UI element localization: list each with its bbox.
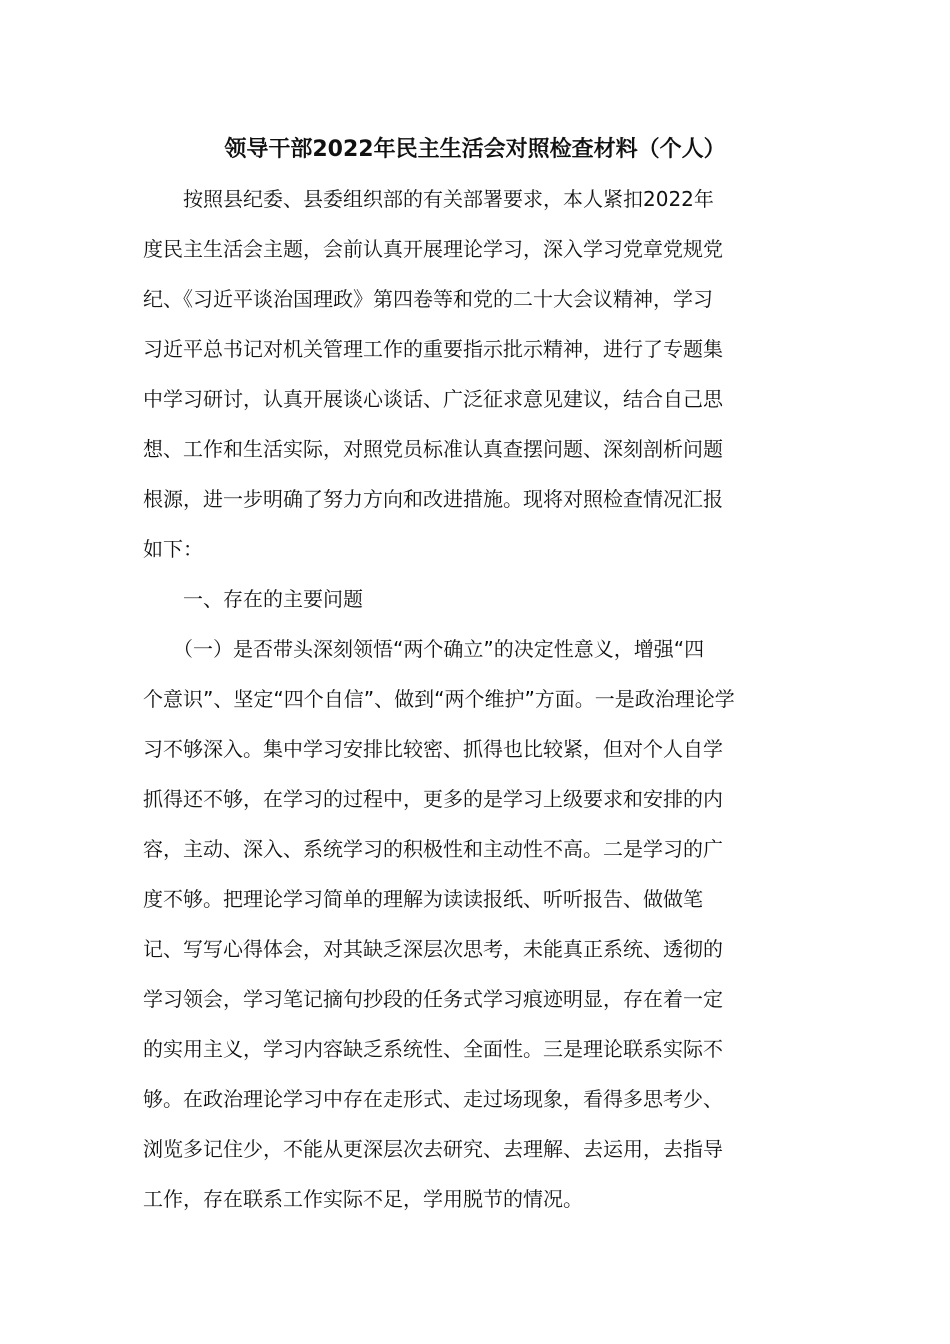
body-line: 习不够深入。集中学习安排比较密、抓得也比较紧，但对个人自学 [143, 737, 723, 761]
section-heading: 一、存在的主要问题 [143, 587, 363, 611]
body-line: （一）是否带头深刻领悟“两个确立”的决定性意义，增强“四 [143, 637, 705, 661]
body-line: 够。在政治理论学习中存在走形式、走过场现象，看得多思考少、 [143, 1087, 723, 1111]
body-line: 容，主动、深入、系统学习的积极性和主动性不高。二是学习的广 [143, 837, 723, 861]
body-line: 想、工作和生活实际，对照党员标准认真查摆问题、深刻剖析问题 [143, 437, 723, 461]
document-title: 领导干部2022年民主生活会对照检查材料（个人） [224, 137, 726, 162]
body-line: 抓得还不够，在学习的过程中，更多的是学习上级要求和安排的内 [143, 787, 723, 811]
body-line: 记、写写心得体会，对其缺乏深层次思考，未能真正系统、透彻的 [143, 937, 723, 961]
body-line: 学习领会，学习笔记摘句抄段的任务式学习痕迹明显，存在着一定 [143, 987, 723, 1011]
body-line: 按照县纪委、县委组织部的有关部署要求，本人紧扣2022年 [143, 187, 714, 211]
body-line: 度民主生活会主题，会前认真开展理论学习，深入学习党章党规党 [143, 237, 723, 261]
body-line: 如下： [143, 537, 203, 561]
body-line: 度不够。把理论学习简单的理解为读读报纸、听听报告、做做笔 [143, 887, 703, 911]
body-line: 工作，存在联系工作实际不足，学用脱节的情况。 [143, 1187, 583, 1211]
body-line: 中学习研讨，认真开展谈心谈话、广泛征求意见建议，结合自己思 [143, 387, 723, 411]
body-line: 个意识”、坚定“四个自信”、做到“两个维护”方面。一是政治理论学 [143, 687, 735, 711]
document-body [143, 174, 813, 1224]
body-line: 根源，进一步明确了努力方向和改进措施。现将对照检查情况汇报 [143, 487, 723, 511]
body-line: 浏览多记住少，不能从更深层次去研究、去理解、去运用，去指导 [143, 1137, 723, 1161]
body-line: 习近平总书记对机关管理工作的重要指示批示精神，进行了专题集 [143, 337, 723, 361]
body-line: 的实用主义，学习内容缺乏系统性、全面性。三是理论联系实际不 [143, 1037, 723, 1061]
body-line: 纪、《习近平谈治国理政》第四卷等和党的二十大会议精神，学习 [143, 287, 713, 311]
